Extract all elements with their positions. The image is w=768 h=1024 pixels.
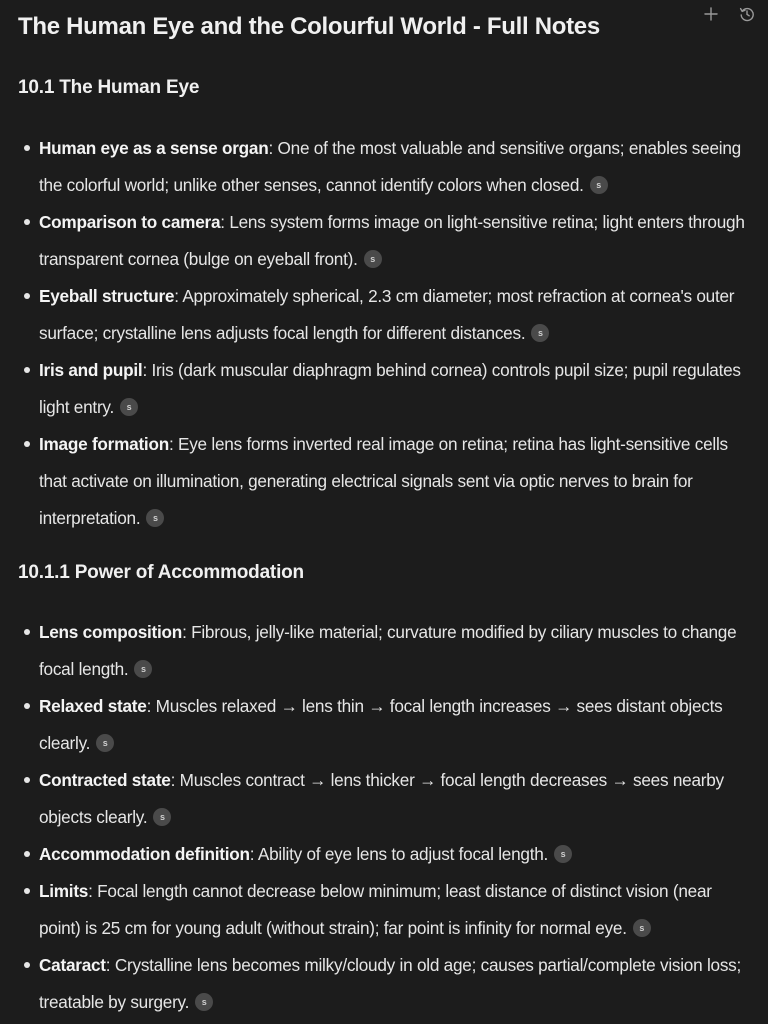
- citation-badge[interactable]: s: [590, 176, 608, 194]
- list-item: [18, 204, 748, 278]
- item-term: Accommodation definition: [39, 844, 250, 864]
- item-term: Relaxed state: [39, 696, 147, 716]
- item-term: Human eye as a sense organ: [39, 138, 269, 158]
- item-term: Comparison to camera: [39, 212, 221, 232]
- toolbar: [700, 2, 758, 26]
- item-text: : Crystalline lens becomes milky/cloudy in old age; causes partial/complete vision loss; treatable by surgery.: [39, 955, 742, 1012]
- section-heading-human-eye: 10.1 The Human Eye: [18, 77, 200, 98]
- item-term: Iris and pupil: [39, 360, 143, 380]
- citation-badge[interactable]: s: [531, 324, 549, 342]
- citation-badge[interactable]: s: [96, 734, 114, 752]
- list-item: [18, 873, 748, 947]
- item-term: Lens composition: [39, 622, 183, 642]
- plus-icon[interactable]: [700, 3, 722, 25]
- citation-badge[interactable]: s: [153, 808, 171, 826]
- item-text: : Eye lens forms inverted real image on retina; retina has light-sensitive cells that activate on illumination, generating electrical signals sent via optic nerves to brain for interpretation.: [39, 434, 728, 528]
- list-item: [18, 352, 748, 426]
- citation-badge[interactable]: s: [146, 509, 164, 527]
- list-item: [18, 278, 748, 352]
- citation-badge[interactable]: s: [195, 993, 213, 1011]
- page-title: The Human Eye and the Colourful World - Full Notes: [18, 13, 600, 40]
- item-term: Eyeball structure: [39, 286, 175, 306]
- item-text: : Focal length cannot decrease below minimum; least distance of distinct vision (near point) is 25 cm for young adult (without strain); far point is infinity for normal eye.: [39, 881, 712, 938]
- citation-badge[interactable]: s: [633, 919, 651, 937]
- item-term: Cataract: [39, 955, 106, 975]
- list-item: [18, 947, 748, 1021]
- item-text: : Ability of eye lens to adjust focal length.: [249, 844, 549, 864]
- accommodation-list: [18, 614, 748, 1021]
- history-icon[interactable]: [736, 3, 758, 25]
- item-text: : Approximately spherical, 2.3 cm diameter; most refraction at cornea's outer surface; crystalline lens adjusts focal length for different distances.: [39, 286, 735, 343]
- list-item: [18, 836, 748, 873]
- list-item: [18, 426, 748, 537]
- item-term: Image formation: [39, 434, 169, 454]
- item-term: Contracted state: [39, 770, 171, 790]
- citation-badge[interactable]: s: [134, 660, 152, 678]
- citation-badge[interactable]: s: [120, 398, 138, 416]
- citation-badge[interactable]: s: [554, 845, 572, 863]
- item-text: : Muscles contract → lens thicker → focal length decreases → sees nearby objects clearly.: [39, 770, 724, 827]
- list-item: [18, 688, 748, 762]
- item-text: : Muscles relaxed → lens thin → focal length increases → sees distant objects clearly.: [39, 696, 723, 753]
- citation-badge[interactable]: s: [364, 250, 382, 268]
- list-item: [18, 614, 748, 688]
- item-text: : One of the most valuable and sensitive organs; enables seeing the colorful world; unlike other senses, cannot identify colors when closed.: [39, 138, 741, 195]
- item-text: : Fibrous, jelly-like material; curvature modified by ciliary muscles to change focal length.: [39, 622, 737, 679]
- list-item: [18, 130, 748, 204]
- list-item: [18, 762, 748, 836]
- item-text: : Iris (dark muscular diaphragm behind cornea) controls pupil size; pupil regulates light entry.: [39, 360, 741, 417]
- section-heading-accommodation: 10.1.1 Power of Accommodation: [18, 562, 304, 583]
- human-eye-list: [18, 130, 748, 537]
- item-term: Limits: [39, 881, 89, 901]
- item-text: : Lens system forms image on light-sensitive retina; light enters through transparent cornea (bulge on eyeball front).: [39, 212, 745, 269]
